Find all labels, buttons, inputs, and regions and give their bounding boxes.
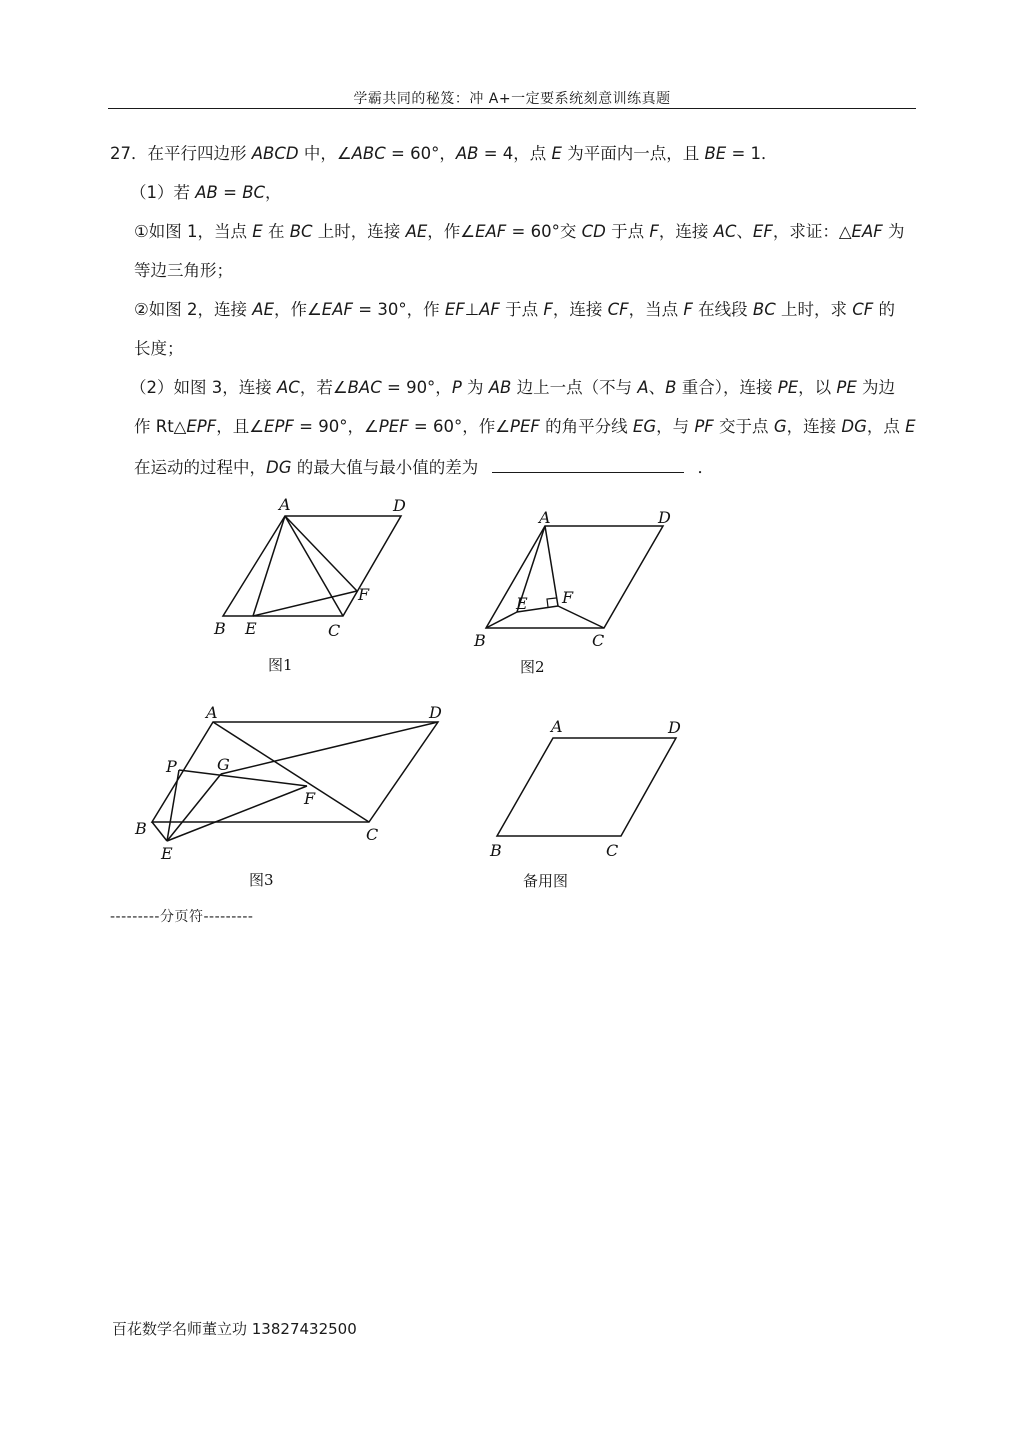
fig3-label-b: B bbox=[135, 819, 147, 838]
fig2-line-fc bbox=[558, 606, 604, 628]
fig4-label-d: D bbox=[668, 718, 681, 737]
page-footer: 百花数学名师董立功 13827432500 bbox=[112, 1320, 357, 1338]
fig4-parallelogram bbox=[497, 738, 676, 836]
fig2-label-c: C bbox=[592, 631, 605, 650]
fig3-label-p: P bbox=[166, 757, 177, 776]
fig4-label-b: B bbox=[490, 841, 502, 860]
fig3-label-g: G bbox=[217, 755, 230, 774]
question-line-7: （2）如图 3，连接 AC，若∠BAC = 90°，P 为 AB 边上一点（不与 A、B 重合），连接 PE，以 PE 为边 bbox=[130, 378, 896, 397]
fig4-caption: 备用图 bbox=[523, 872, 569, 890]
fig2-parallelogram bbox=[486, 526, 663, 628]
fig1-line-ae bbox=[253, 516, 285, 616]
fig3-label-d: D bbox=[429, 703, 442, 722]
fig1-line-af bbox=[285, 516, 357, 591]
question-line-6: 长度； bbox=[134, 339, 184, 358]
fig3-line-ac bbox=[213, 722, 369, 822]
figure-1 bbox=[200, 490, 406, 684]
fig2-label-a: A bbox=[539, 508, 551, 527]
fig3-line-ef bbox=[167, 786, 307, 841]
question-line-3: ①如图 1，当点 E 在 BC 上时，连接 AE，作∠EAF = 60°交 CD 于点 F，连接 AC、EF，求证：△EAF 为 bbox=[134, 222, 905, 241]
fig1-label-a: A bbox=[279, 495, 291, 514]
fig3-label-f: F bbox=[304, 789, 316, 808]
fig3-line-pf bbox=[179, 770, 307, 786]
fig2-label-f: F bbox=[562, 588, 574, 607]
figure-spare bbox=[480, 708, 690, 902]
fig1-label-d: D bbox=[393, 496, 406, 515]
question-line-9: 在运动的过程中，DG 的最大值与最小值的差为 ． bbox=[134, 458, 714, 477]
fig4-label-c: C bbox=[606, 841, 619, 860]
page-break-marker: ---------分页符--------- bbox=[110, 909, 254, 925]
fig2-caption: 图2 bbox=[520, 658, 545, 676]
fig1-label-c: C bbox=[328, 621, 341, 640]
fig3-label-e: E bbox=[161, 844, 173, 863]
header-rule bbox=[108, 108, 916, 109]
question-line-8: 作 Rt△EPF，且∠EPF = 90°，∠PEF = 60°，作∠PEF 的角平分线 EG，与 PF 交于点 G，连接 DG，点 E bbox=[134, 417, 916, 436]
fig3-caption: 图3 bbox=[249, 871, 274, 889]
fig1-label-f: F bbox=[358, 585, 370, 604]
fig1-caption: 图1 bbox=[268, 656, 293, 674]
answer-blank[interactable] bbox=[492, 456, 684, 473]
fig2-line-af bbox=[545, 526, 558, 606]
fig3-label-c: C bbox=[366, 825, 379, 844]
question-line-1: 27．在平行四边形 ABCD 中，∠ABC = 60°，AB = 4，点 E 为平面内一点，且 BE = 1． bbox=[110, 144, 778, 163]
figure-3 bbox=[130, 700, 450, 899]
fig2-label-d: D bbox=[658, 508, 671, 527]
fig1-label-b: B bbox=[214, 619, 226, 638]
fig3-label-a: A bbox=[206, 703, 218, 722]
page-header-title: 学霸共同的秘笈：冲 A+一定要系统刻意训练真题 bbox=[353, 91, 671, 107]
question-line-5: ②如图 2，连接 AE，作∠EAF = 30°，作 EF⊥AF 于点 F，连接 CF，当点 F 在线段 BC 上时，求 CF 的 bbox=[134, 300, 896, 319]
question-line-4: 等边三角形； bbox=[134, 261, 233, 280]
question-line-2: （1）若 AB = BC， bbox=[130, 183, 282, 202]
fig1-parallelogram bbox=[223, 516, 401, 616]
fig3-line-pe bbox=[167, 770, 179, 841]
fig3-line-be bbox=[152, 822, 167, 841]
fig1-label-e: E bbox=[245, 619, 257, 638]
fig4-label-a: A bbox=[551, 717, 563, 736]
fig2-label-b: B bbox=[474, 631, 486, 650]
fig2-label-e: E bbox=[516, 594, 528, 613]
question-number: 27． bbox=[110, 144, 148, 163]
figure-2 bbox=[470, 500, 680, 694]
fig2-right-angle-mark bbox=[547, 598, 556, 607]
